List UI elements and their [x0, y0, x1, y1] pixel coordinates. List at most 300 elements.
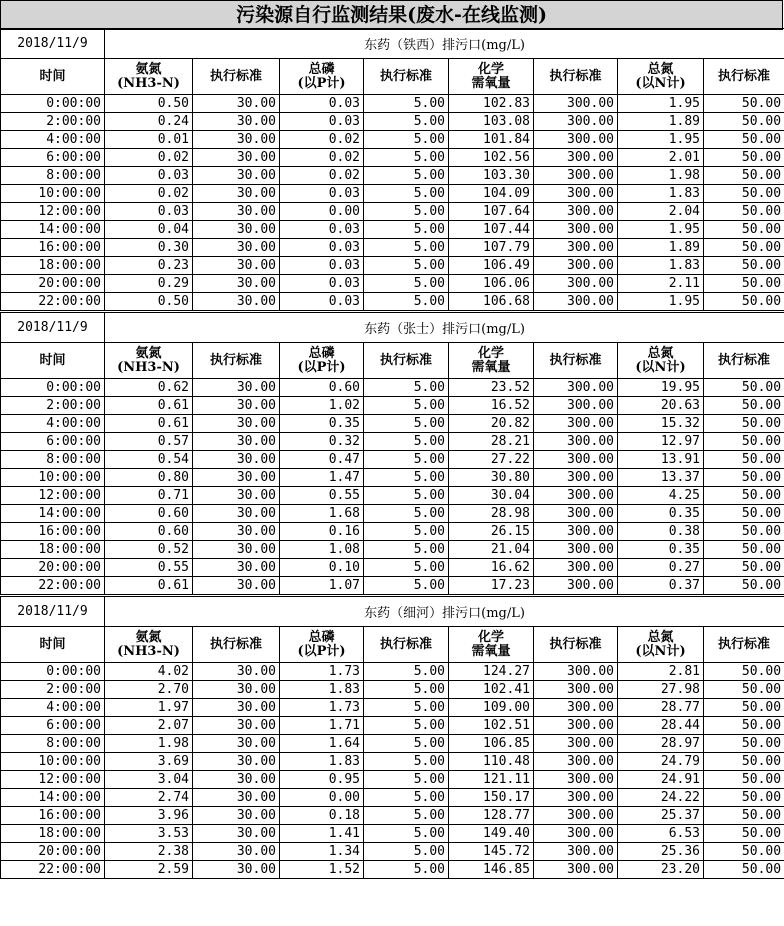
value-cell: 50.00 [704, 807, 784, 825]
value-cell: 0.03 [280, 95, 364, 113]
value-cell: 21.04 [449, 541, 534, 559]
time-cell: 16:00:00 [1, 239, 105, 257]
value-cell: 300.00 [534, 541, 618, 559]
section-date: 2018/11/9 [1, 313, 105, 343]
value-cell: 27.22 [449, 451, 534, 469]
value-cell: 20.63 [618, 397, 704, 415]
value-cell: 50.00 [704, 843, 784, 861]
value-cell: 300.00 [534, 861, 618, 879]
value-cell: 5.00 [364, 807, 449, 825]
value-cell: 5.00 [364, 843, 449, 861]
value-cell: 30.00 [193, 203, 280, 221]
column-header: 总氮 (以N计) [618, 59, 704, 95]
value-cell: 0.80 [105, 469, 193, 487]
value-cell: 1.34 [280, 843, 364, 861]
value-cell: 1.52 [280, 861, 364, 879]
value-cell: 0.03 [105, 203, 193, 221]
value-cell: 300.00 [534, 433, 618, 451]
value-cell: 0.61 [105, 577, 193, 595]
value-cell: 5.00 [364, 221, 449, 239]
value-cell: 0.18 [280, 807, 364, 825]
table-row [1, 149, 784, 167]
value-cell: 300.00 [534, 95, 618, 113]
value-cell: 121.11 [449, 771, 534, 789]
value-cell: 109.00 [449, 699, 534, 717]
value-cell: 300.00 [534, 293, 618, 311]
table-row [1, 113, 784, 131]
value-cell: 50.00 [704, 379, 784, 397]
value-cell: 50.00 [704, 397, 784, 415]
value-cell: 300.00 [534, 397, 618, 415]
value-cell: 5.00 [364, 771, 449, 789]
section-info-row [1, 313, 784, 343]
value-cell: 145.72 [449, 843, 534, 861]
value-cell: 5.00 [364, 275, 449, 293]
value-cell: 50.00 [704, 771, 784, 789]
table-row [1, 379, 784, 397]
value-cell: 2.59 [105, 861, 193, 879]
value-cell: 5.00 [364, 861, 449, 879]
value-cell: 0.54 [105, 451, 193, 469]
value-cell: 300.00 [534, 825, 618, 843]
value-cell: 4.25 [618, 487, 704, 505]
time-cell: 14:00:00 [1, 221, 105, 239]
value-cell: 50.00 [704, 861, 784, 879]
table-row [1, 415, 784, 433]
value-cell: 17.23 [449, 577, 534, 595]
section-outlet-title: 东药（铁西）排污口(mg/L) [105, 29, 784, 59]
table-row [1, 789, 784, 807]
value-cell: 107.44 [449, 221, 534, 239]
value-cell: 5.00 [364, 523, 449, 541]
value-cell: 0.50 [105, 95, 193, 113]
value-cell: 30.00 [193, 415, 280, 433]
value-cell: 30.00 [193, 149, 280, 167]
value-cell: 50.00 [704, 451, 784, 469]
section-outlet-title: 东药（张士）排污口(mg/L) [105, 313, 784, 343]
value-cell: 300.00 [534, 379, 618, 397]
value-cell: 50.00 [704, 275, 784, 293]
table-row [1, 717, 784, 735]
column-header: 执行标准 [193, 627, 280, 663]
time-cell: 16:00:00 [1, 523, 105, 541]
value-cell: 300.00 [534, 131, 618, 149]
column-header: 执行标准 [534, 59, 618, 95]
section-table [0, 312, 784, 595]
table-row [1, 577, 784, 595]
value-cell: 4.02 [105, 663, 193, 681]
value-cell: 5.00 [364, 789, 449, 807]
value-cell: 1.47 [280, 469, 364, 487]
value-cell: 0.60 [105, 523, 193, 541]
value-cell: 30.00 [193, 131, 280, 149]
value-cell: 30.00 [193, 717, 280, 735]
value-cell: 0.55 [105, 559, 193, 577]
value-cell: 149.40 [449, 825, 534, 843]
value-cell: 103.08 [449, 113, 534, 131]
value-cell: 0.03 [280, 293, 364, 311]
table-row [1, 807, 784, 825]
column-header: 氨氮 (NH3-N) [105, 627, 193, 663]
value-cell: 300.00 [534, 663, 618, 681]
table-row [1, 505, 784, 523]
value-cell: 0.02 [280, 131, 364, 149]
value-cell: 300.00 [534, 681, 618, 699]
value-cell: 25.37 [618, 807, 704, 825]
time-cell: 10:00:00 [1, 185, 105, 203]
column-header: 时间 [1, 627, 105, 663]
value-cell: 1.98 [105, 735, 193, 753]
value-cell: 1.83 [280, 753, 364, 771]
value-cell: 1.95 [618, 221, 704, 239]
table-row [1, 239, 784, 257]
value-cell: 30.00 [193, 185, 280, 203]
column-header: 总磷 (以P计) [280, 59, 364, 95]
value-cell: 5.00 [364, 717, 449, 735]
value-cell: 28.77 [618, 699, 704, 717]
value-cell: 0.71 [105, 487, 193, 505]
value-cell: 30.00 [193, 167, 280, 185]
value-cell: 0.55 [280, 487, 364, 505]
value-cell: 50.00 [704, 203, 784, 221]
value-cell: 5.00 [364, 293, 449, 311]
table-row [1, 95, 784, 113]
value-cell: 0.35 [618, 541, 704, 559]
value-cell: 25.36 [618, 843, 704, 861]
table-row [1, 433, 784, 451]
value-cell: 5.00 [364, 541, 449, 559]
value-cell: 1.98 [618, 167, 704, 185]
value-cell: 50.00 [704, 239, 784, 257]
value-cell: 50.00 [704, 825, 784, 843]
value-cell: 28.98 [449, 505, 534, 523]
value-cell: 0.03 [280, 257, 364, 275]
time-cell: 4:00:00 [1, 415, 105, 433]
value-cell: 3.53 [105, 825, 193, 843]
table-row [1, 861, 784, 879]
column-header: 执行标准 [193, 343, 280, 379]
value-cell: 3.96 [105, 807, 193, 825]
value-cell: 102.83 [449, 95, 534, 113]
value-cell: 106.85 [449, 735, 534, 753]
value-cell: 23.52 [449, 379, 534, 397]
value-cell: 50.00 [704, 469, 784, 487]
value-cell: 30.00 [193, 397, 280, 415]
value-cell: 28.44 [618, 717, 704, 735]
value-cell: 300.00 [534, 789, 618, 807]
value-cell: 50.00 [704, 113, 784, 131]
table-row [1, 131, 784, 149]
value-cell: 28.21 [449, 433, 534, 451]
time-cell: 20:00:00 [1, 559, 105, 577]
value-cell: 300.00 [534, 167, 618, 185]
value-cell: 300.00 [534, 469, 618, 487]
value-cell: 30.00 [193, 843, 280, 861]
value-cell: 300.00 [534, 735, 618, 753]
time-cell: 10:00:00 [1, 753, 105, 771]
value-cell: 30.00 [193, 699, 280, 717]
value-cell: 300.00 [534, 221, 618, 239]
value-cell: 1.73 [280, 699, 364, 717]
value-cell: 50.00 [704, 487, 784, 505]
value-cell: 1.07 [280, 577, 364, 595]
value-cell: 2.70 [105, 681, 193, 699]
value-cell: 300.00 [534, 203, 618, 221]
value-cell: 50.00 [704, 735, 784, 753]
value-cell: 1.83 [280, 681, 364, 699]
value-cell: 1.97 [105, 699, 193, 717]
value-cell: 5.00 [364, 239, 449, 257]
value-cell: 2.81 [618, 663, 704, 681]
section-info-row [1, 597, 784, 627]
value-cell: 0.29 [105, 275, 193, 293]
column-header: 执行标准 [193, 59, 280, 95]
value-cell: 0.60 [280, 379, 364, 397]
time-cell: 22:00:00 [1, 861, 105, 879]
value-cell: 300.00 [534, 113, 618, 131]
value-cell: 0.00 [280, 789, 364, 807]
value-cell: 30.00 [193, 789, 280, 807]
value-cell: 13.37 [618, 469, 704, 487]
value-cell: 50.00 [704, 185, 784, 203]
value-cell: 0.02 [280, 149, 364, 167]
table-row [1, 469, 784, 487]
time-cell: 12:00:00 [1, 487, 105, 505]
value-cell: 30.00 [193, 293, 280, 311]
time-cell: 12:00:00 [1, 203, 105, 221]
value-cell: 3.69 [105, 753, 193, 771]
value-cell: 30.00 [193, 469, 280, 487]
time-cell: 4:00:00 [1, 131, 105, 149]
column-header-row [1, 59, 784, 95]
value-cell: 0.35 [618, 505, 704, 523]
time-cell: 6:00:00 [1, 433, 105, 451]
value-cell: 30.00 [193, 735, 280, 753]
value-cell: 6.53 [618, 825, 704, 843]
time-cell: 10:00:00 [1, 469, 105, 487]
value-cell: 50.00 [704, 559, 784, 577]
value-cell: 300.00 [534, 239, 618, 257]
value-cell: 300.00 [534, 843, 618, 861]
time-cell: 2:00:00 [1, 397, 105, 415]
value-cell: 103.30 [449, 167, 534, 185]
value-cell: 5.00 [364, 505, 449, 523]
value-cell: 30.00 [193, 753, 280, 771]
value-cell: 30.00 [193, 257, 280, 275]
value-cell: 50.00 [704, 149, 784, 167]
value-cell: 5.00 [364, 149, 449, 167]
value-cell: 5.00 [364, 167, 449, 185]
value-cell: 50.00 [704, 505, 784, 523]
value-cell: 24.91 [618, 771, 704, 789]
value-cell: 30.00 [193, 379, 280, 397]
value-cell: 19.95 [618, 379, 704, 397]
value-cell: 2.01 [618, 149, 704, 167]
value-cell: 50.00 [704, 131, 784, 149]
time-cell: 8:00:00 [1, 167, 105, 185]
value-cell: 50.00 [704, 541, 784, 559]
table-row [1, 167, 784, 185]
value-cell: 0.38 [618, 523, 704, 541]
time-cell: 14:00:00 [1, 789, 105, 807]
time-cell: 6:00:00 [1, 717, 105, 735]
value-cell: 2.11 [618, 275, 704, 293]
value-cell: 0.32 [280, 433, 364, 451]
time-cell: 2:00:00 [1, 681, 105, 699]
time-cell: 0:00:00 [1, 95, 105, 113]
time-cell: 12:00:00 [1, 771, 105, 789]
table-row [1, 203, 784, 221]
section-date: 2018/11/9 [1, 597, 105, 627]
value-cell: 24.79 [618, 753, 704, 771]
value-cell: 50.00 [704, 95, 784, 113]
value-cell: 1.08 [280, 541, 364, 559]
value-cell: 300.00 [534, 185, 618, 203]
value-cell: 101.84 [449, 131, 534, 149]
time-cell: 8:00:00 [1, 735, 105, 753]
column-header: 执行标准 [364, 59, 449, 95]
value-cell: 5.00 [364, 433, 449, 451]
column-header: 执行标准 [704, 343, 784, 379]
value-cell: 0.00 [280, 203, 364, 221]
value-cell: 30.00 [193, 523, 280, 541]
value-cell: 300.00 [534, 559, 618, 577]
table-row [1, 735, 784, 753]
table-row [1, 663, 784, 681]
value-cell: 0.60 [105, 505, 193, 523]
value-cell: 5.00 [364, 577, 449, 595]
value-cell: 0.02 [105, 185, 193, 203]
value-cell: 1.95 [618, 131, 704, 149]
value-cell: 0.23 [105, 257, 193, 275]
value-cell: 28.97 [618, 735, 704, 753]
value-cell: 0.03 [105, 167, 193, 185]
value-cell: 300.00 [534, 523, 618, 541]
value-cell: 0.95 [280, 771, 364, 789]
value-cell: 0.61 [105, 397, 193, 415]
column-header: 执行标准 [534, 343, 618, 379]
column-header: 化学 需氧量 [449, 627, 534, 663]
value-cell: 5.00 [364, 469, 449, 487]
column-header: 执行标准 [364, 343, 449, 379]
value-cell: 1.02 [280, 397, 364, 415]
value-cell: 300.00 [534, 149, 618, 167]
value-cell: 0.24 [105, 113, 193, 131]
value-cell: 26.15 [449, 523, 534, 541]
value-cell: 0.03 [280, 221, 364, 239]
value-cell: 300.00 [534, 577, 618, 595]
value-cell: 0.03 [280, 113, 364, 131]
column-header: 总氮 (以N计) [618, 343, 704, 379]
value-cell: 5.00 [364, 257, 449, 275]
value-cell: 5.00 [364, 203, 449, 221]
time-cell: 20:00:00 [1, 275, 105, 293]
value-cell: 0.01 [105, 131, 193, 149]
value-cell: 24.22 [618, 789, 704, 807]
value-cell: 50.00 [704, 663, 784, 681]
value-cell: 300.00 [534, 487, 618, 505]
value-cell: 5.00 [364, 397, 449, 415]
column-header: 执行标准 [704, 59, 784, 95]
value-cell: 5.00 [364, 185, 449, 203]
value-cell: 5.00 [364, 95, 449, 113]
table-row [1, 185, 784, 203]
column-header: 氨氮 (NH3-N) [105, 59, 193, 95]
value-cell: 50.00 [704, 753, 784, 771]
value-cell: 0.35 [280, 415, 364, 433]
value-cell: 300.00 [534, 415, 618, 433]
value-cell: 30.00 [193, 433, 280, 451]
value-cell: 30.00 [193, 663, 280, 681]
value-cell: 30.04 [449, 487, 534, 505]
table-row [1, 753, 784, 771]
value-cell: 5.00 [364, 379, 449, 397]
table-row [1, 523, 784, 541]
value-cell: 50.00 [704, 433, 784, 451]
value-cell: 30.00 [193, 559, 280, 577]
value-cell: 300.00 [534, 505, 618, 523]
value-cell: 0.02 [105, 149, 193, 167]
column-header: 总氮 (以N计) [618, 627, 704, 663]
value-cell: 1.41 [280, 825, 364, 843]
time-cell: 18:00:00 [1, 257, 105, 275]
value-cell: 5.00 [364, 699, 449, 717]
value-cell: 106.06 [449, 275, 534, 293]
value-cell: 0.50 [105, 293, 193, 311]
time-cell: 2:00:00 [1, 113, 105, 131]
value-cell: 3.04 [105, 771, 193, 789]
value-cell: 107.64 [449, 203, 534, 221]
time-cell: 16:00:00 [1, 807, 105, 825]
value-cell: 300.00 [534, 807, 618, 825]
value-cell: 20.82 [449, 415, 534, 433]
value-cell: 50.00 [704, 681, 784, 699]
value-cell: 30.00 [193, 451, 280, 469]
value-cell: 23.20 [618, 861, 704, 879]
value-cell: 5.00 [364, 753, 449, 771]
column-header: 时间 [1, 59, 105, 95]
table-row [1, 559, 784, 577]
table-row [1, 257, 784, 275]
value-cell: 1.64 [280, 735, 364, 753]
value-cell: 1.73 [280, 663, 364, 681]
table-row [1, 293, 784, 311]
value-cell: 1.89 [618, 239, 704, 257]
column-header-row [1, 627, 784, 663]
value-cell: 0.37 [618, 577, 704, 595]
value-cell: 30.00 [193, 95, 280, 113]
value-cell: 13.91 [618, 451, 704, 469]
value-cell: 5.00 [364, 415, 449, 433]
time-cell: 18:00:00 [1, 825, 105, 843]
value-cell: 146.85 [449, 861, 534, 879]
value-cell: 300.00 [534, 771, 618, 789]
value-cell: 2.74 [105, 789, 193, 807]
value-cell: 0.16 [280, 523, 364, 541]
column-header: 执行标准 [704, 627, 784, 663]
value-cell: 50.00 [704, 523, 784, 541]
value-cell: 107.79 [449, 239, 534, 257]
value-cell: 1.71 [280, 717, 364, 735]
table-row [1, 221, 784, 239]
value-cell: 1.83 [618, 257, 704, 275]
value-cell: 50.00 [704, 577, 784, 595]
value-cell: 50.00 [704, 699, 784, 717]
table-row [1, 397, 784, 415]
value-cell: 2.04 [618, 203, 704, 221]
value-cell: 30.00 [193, 861, 280, 879]
table-row [1, 487, 784, 505]
